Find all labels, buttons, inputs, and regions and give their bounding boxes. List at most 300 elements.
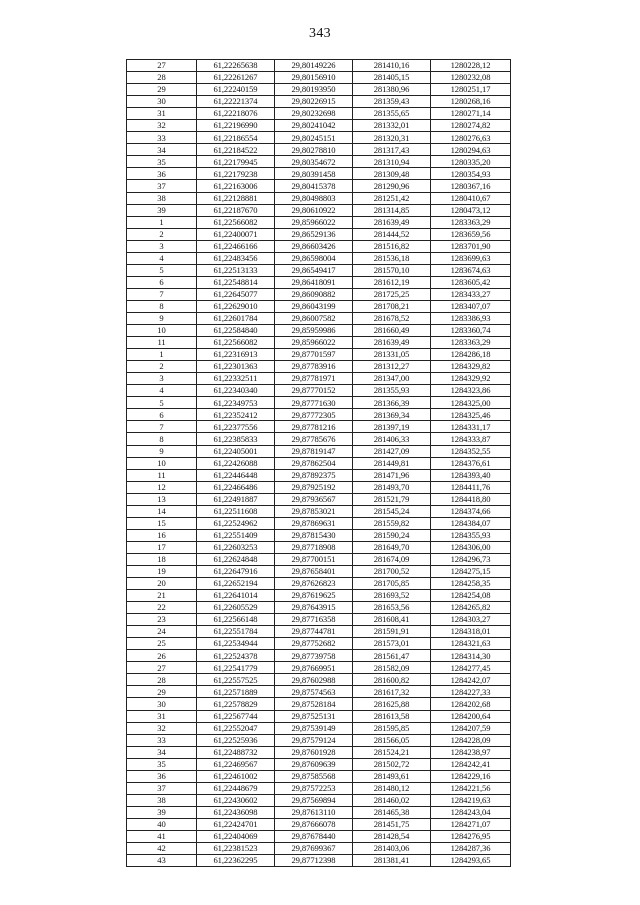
x-coordinate-cell: 281406,33 [353, 433, 431, 445]
point-number-cell: 18 [127, 553, 197, 565]
table-row [127, 204, 511, 216]
latitude-cell: 61,22605529 [197, 602, 275, 614]
longitude-cell: 29,80156910 [275, 72, 353, 84]
point-number-cell: 28 [127, 674, 197, 686]
y-coordinate-cell: 1284221,56 [431, 782, 511, 794]
table-row [127, 264, 511, 276]
point-number-cell: 10 [127, 325, 197, 337]
latitude-cell: 61,22448679 [197, 782, 275, 794]
y-coordinate-cell: 1284200,64 [431, 710, 511, 722]
longitude-cell: 29,87701597 [275, 349, 353, 361]
point-number-cell: 2 [127, 228, 197, 240]
table-row [127, 686, 511, 698]
latitude-cell: 61,22571889 [197, 686, 275, 698]
latitude-cell: 61,22548814 [197, 276, 275, 288]
y-coordinate-cell: 1284355,93 [431, 529, 511, 541]
longitude-cell: 29,87853021 [275, 505, 353, 517]
x-coordinate-cell: 281480,12 [353, 782, 431, 794]
y-coordinate-cell: 1280367,16 [431, 180, 511, 192]
point-number-cell: 19 [127, 565, 197, 577]
y-coordinate-cell: 1284306,00 [431, 541, 511, 553]
table-row [127, 493, 511, 505]
x-coordinate-cell: 281381,41 [353, 855, 431, 867]
x-coordinate-cell: 281705,85 [353, 578, 431, 590]
x-coordinate-cell: 281403,06 [353, 843, 431, 855]
point-number-cell: 32 [127, 120, 197, 132]
longitude-cell: 29,87626823 [275, 578, 353, 590]
x-coordinate-cell: 281613,58 [353, 710, 431, 722]
point-number-cell: 21 [127, 590, 197, 602]
y-coordinate-cell: 1284254,08 [431, 590, 511, 602]
y-coordinate-cell: 1284418,80 [431, 493, 511, 505]
longitude-cell: 29,87574563 [275, 686, 353, 698]
table-row [127, 602, 511, 614]
latitude-cell: 61,22584840 [197, 325, 275, 337]
latitude-cell: 61,22385833 [197, 433, 275, 445]
point-number-cell: 9 [127, 445, 197, 457]
y-coordinate-cell: 1284227,33 [431, 686, 511, 698]
longitude-cell: 29,87585568 [275, 770, 353, 782]
latitude-cell: 61,22196990 [197, 120, 275, 132]
longitude-cell: 29,87772305 [275, 409, 353, 421]
x-coordinate-cell: 281521,79 [353, 493, 431, 505]
latitude-cell: 61,22332511 [197, 373, 275, 385]
longitude-cell: 29,87579124 [275, 734, 353, 746]
x-coordinate-cell: 281524,21 [353, 746, 431, 758]
y-coordinate-cell: 1283674,63 [431, 264, 511, 276]
point-number-cell: 14 [127, 505, 197, 517]
table-row [127, 421, 511, 433]
longitude-cell: 29,80241042 [275, 120, 353, 132]
latitude-cell: 61,22184522 [197, 144, 275, 156]
x-coordinate-cell: 281700,52 [353, 565, 431, 577]
longitude-cell: 29,87699367 [275, 843, 353, 855]
table-row [127, 108, 511, 120]
table-row [127, 710, 511, 722]
point-number-cell: 6 [127, 276, 197, 288]
y-coordinate-cell: 1284321,63 [431, 638, 511, 650]
point-number-cell: 33 [127, 734, 197, 746]
latitude-cell: 61,22128881 [197, 192, 275, 204]
point-number-cell: 17 [127, 541, 197, 553]
latitude-cell: 61,22446448 [197, 469, 275, 481]
x-coordinate-cell: 281465,38 [353, 806, 431, 818]
latitude-cell: 61,22624848 [197, 553, 275, 565]
x-coordinate-cell: 281625,88 [353, 698, 431, 710]
table-row [127, 312, 511, 324]
table-row [127, 180, 511, 192]
y-coordinate-cell: 1280271,14 [431, 108, 511, 120]
x-coordinate-cell: 281493,61 [353, 770, 431, 782]
latitude-cell: 61,22483456 [197, 252, 275, 264]
y-coordinate-cell: 1284229,16 [431, 770, 511, 782]
y-coordinate-cell: 1284242,41 [431, 758, 511, 770]
x-coordinate-cell: 281428,54 [353, 831, 431, 843]
table-row [127, 818, 511, 830]
y-coordinate-cell: 1284287,36 [431, 843, 511, 855]
point-number-cell: 3 [127, 373, 197, 385]
y-coordinate-cell: 1283386,93 [431, 312, 511, 324]
x-coordinate-cell: 281561,47 [353, 650, 431, 662]
y-coordinate-cell: 1284329,92 [431, 373, 511, 385]
x-coordinate-cell: 281573,01 [353, 638, 431, 650]
table-row [127, 541, 511, 553]
longitude-cell: 29,87619625 [275, 590, 353, 602]
latitude-cell: 61,22551409 [197, 529, 275, 541]
latitude-cell: 61,22513133 [197, 264, 275, 276]
point-number-cell: 38 [127, 192, 197, 204]
point-number-cell: 30 [127, 698, 197, 710]
y-coordinate-cell: 1284329,82 [431, 361, 511, 373]
y-coordinate-cell: 1284376,61 [431, 457, 511, 469]
point-number-cell: 13 [127, 493, 197, 505]
latitude-cell: 61,22652194 [197, 578, 275, 590]
longitude-cell: 29,85966022 [275, 216, 353, 228]
longitude-cell: 29,87528184 [275, 698, 353, 710]
latitude-cell: 61,22381523 [197, 843, 275, 855]
y-coordinate-cell: 1280410,67 [431, 192, 511, 204]
longitude-cell: 29,86043199 [275, 300, 353, 312]
y-coordinate-cell: 1284276,95 [431, 831, 511, 843]
table-row [127, 734, 511, 746]
longitude-cell: 29,87781216 [275, 421, 353, 433]
coordinates-table [126, 59, 511, 867]
longitude-cell: 29,87539149 [275, 722, 353, 734]
table-row [127, 770, 511, 782]
y-coordinate-cell: 1280276,63 [431, 132, 511, 144]
y-coordinate-cell: 1284318,01 [431, 626, 511, 638]
y-coordinate-cell: 1283407,07 [431, 300, 511, 312]
table-row [127, 361, 511, 373]
table-row [127, 349, 511, 361]
y-coordinate-cell: 1284384,07 [431, 517, 511, 529]
x-coordinate-cell: 281451,75 [353, 818, 431, 830]
point-number-cell: 40 [127, 818, 197, 830]
longitude-cell: 29,87572253 [275, 782, 353, 794]
table-row [127, 337, 511, 349]
x-coordinate-cell: 281332,01 [353, 120, 431, 132]
point-number-cell: 38 [127, 794, 197, 806]
latitude-cell: 61,22436098 [197, 806, 275, 818]
x-coordinate-cell: 281516,82 [353, 240, 431, 252]
longitude-cell: 29,86090882 [275, 288, 353, 300]
y-coordinate-cell: 1284265,82 [431, 602, 511, 614]
latitude-cell: 61,22534944 [197, 638, 275, 650]
latitude-cell: 61,22603253 [197, 541, 275, 553]
x-coordinate-cell: 281612,19 [353, 276, 431, 288]
x-coordinate-cell: 281660,49 [353, 325, 431, 337]
point-number-cell: 10 [127, 457, 197, 469]
table-row [127, 373, 511, 385]
table-row [127, 578, 511, 590]
page-number: 343 [309, 26, 331, 41]
point-number-cell: 16 [127, 529, 197, 541]
point-number-cell: 11 [127, 337, 197, 349]
longitude-cell: 29,87752682 [275, 638, 353, 650]
longitude-cell: 29,87601928 [275, 746, 353, 758]
point-number-cell: 27 [127, 662, 197, 674]
table-row [127, 144, 511, 156]
point-number-cell: 36 [127, 168, 197, 180]
latitude-cell: 61,22469567 [197, 758, 275, 770]
y-coordinate-cell: 1284325,00 [431, 397, 511, 409]
x-coordinate-cell: 281639,49 [353, 216, 431, 228]
x-coordinate-cell: 281639,49 [353, 337, 431, 349]
table-row [127, 553, 511, 565]
latitude-cell: 61,22186554 [197, 132, 275, 144]
y-coordinate-cell: 1280335,20 [431, 156, 511, 168]
point-number-cell: 8 [127, 433, 197, 445]
table-row [127, 84, 511, 96]
table-row [127, 565, 511, 577]
table-row [127, 156, 511, 168]
y-coordinate-cell: 1280232,08 [431, 72, 511, 84]
longitude-cell: 29,87700151 [275, 553, 353, 565]
x-coordinate-cell: 281312,27 [353, 361, 431, 373]
latitude-cell: 61,22578829 [197, 698, 275, 710]
longitude-cell: 29,86598004 [275, 252, 353, 264]
y-coordinate-cell: 1284333,87 [431, 433, 511, 445]
point-number-cell: 6 [127, 409, 197, 421]
longitude-cell: 29,80391458 [275, 168, 353, 180]
table-row [127, 794, 511, 806]
point-number-cell: 29 [127, 84, 197, 96]
x-coordinate-cell: 281320,31 [353, 132, 431, 144]
y-coordinate-cell: 1284277,45 [431, 662, 511, 674]
x-coordinate-cell: 281617,32 [353, 686, 431, 698]
longitude-cell: 29,87925192 [275, 481, 353, 493]
y-coordinate-cell: 1284271,07 [431, 818, 511, 830]
latitude-cell: 61,22566148 [197, 614, 275, 626]
table-row [127, 662, 511, 674]
latitude-cell: 61,22400071 [197, 228, 275, 240]
longitude-cell: 29,80278810 [275, 144, 353, 156]
point-number-cell: 31 [127, 108, 197, 120]
x-coordinate-cell: 281559,82 [353, 517, 431, 529]
latitude-cell: 61,22629010 [197, 300, 275, 312]
y-coordinate-cell: 1284202,68 [431, 698, 511, 710]
latitude-cell: 61,22511608 [197, 505, 275, 517]
x-coordinate-cell: 281566,05 [353, 734, 431, 746]
x-coordinate-cell: 281502,72 [353, 758, 431, 770]
x-coordinate-cell: 281380,96 [353, 84, 431, 96]
y-coordinate-cell: 1283363,29 [431, 216, 511, 228]
point-number-cell: 3 [127, 240, 197, 252]
longitude-cell: 29,80245151 [275, 132, 353, 144]
x-coordinate-cell: 281314,85 [353, 204, 431, 216]
latitude-cell: 61,22557525 [197, 674, 275, 686]
table-row [127, 650, 511, 662]
latitude-cell: 61,22647916 [197, 565, 275, 577]
table-row [127, 529, 511, 541]
longitude-cell: 29,87862504 [275, 457, 353, 469]
latitude-cell: 61,22404069 [197, 831, 275, 843]
x-coordinate-cell: 281355,65 [353, 108, 431, 120]
longitude-cell: 29,87936567 [275, 493, 353, 505]
point-number-cell: 9 [127, 312, 197, 324]
longitude-cell: 29,80415378 [275, 180, 353, 192]
longitude-cell: 29,86529136 [275, 228, 353, 240]
longitude-cell: 29,87770152 [275, 385, 353, 397]
y-coordinate-cell: 1283659,56 [431, 228, 511, 240]
x-coordinate-cell: 281427,09 [353, 445, 431, 457]
table-row [127, 614, 511, 626]
point-number-cell: 12 [127, 481, 197, 493]
y-coordinate-cell: 1284258,35 [431, 578, 511, 590]
latitude-cell: 61,22466486 [197, 481, 275, 493]
latitude-cell: 61,22179238 [197, 168, 275, 180]
latitude-cell: 61,22352412 [197, 409, 275, 421]
x-coordinate-cell: 281410,16 [353, 60, 431, 72]
x-coordinate-cell: 281309,48 [353, 168, 431, 180]
table-row [127, 228, 511, 240]
y-coordinate-cell: 1284411,76 [431, 481, 511, 493]
table-row [127, 782, 511, 794]
point-number-cell: 33 [127, 132, 197, 144]
point-number-cell: 29 [127, 686, 197, 698]
latitude-cell: 61,22240159 [197, 84, 275, 96]
y-coordinate-cell: 1284331,17 [431, 421, 511, 433]
longitude-cell: 29,80232698 [275, 108, 353, 120]
latitude-cell: 61,22187670 [197, 204, 275, 216]
y-coordinate-cell: 1284296,73 [431, 553, 511, 565]
y-coordinate-cell: 1283605,42 [431, 276, 511, 288]
table-row [127, 397, 511, 409]
y-coordinate-cell: 1284243,04 [431, 806, 511, 818]
x-coordinate-cell: 281405,15 [353, 72, 431, 84]
latitude-cell: 61,22552047 [197, 722, 275, 734]
point-number-cell: 7 [127, 288, 197, 300]
table-row [127, 638, 511, 650]
y-coordinate-cell: 1280268,16 [431, 96, 511, 108]
latitude-cell: 61,22218076 [197, 108, 275, 120]
x-coordinate-cell: 281653,56 [353, 602, 431, 614]
table-row [127, 240, 511, 252]
x-coordinate-cell: 281366,39 [353, 397, 431, 409]
point-number-cell: 36 [127, 770, 197, 782]
x-coordinate-cell: 281595,85 [353, 722, 431, 734]
latitude-cell: 61,22566082 [197, 216, 275, 228]
x-coordinate-cell: 281310,94 [353, 156, 431, 168]
y-coordinate-cell: 1280228,12 [431, 60, 511, 72]
table-row [127, 445, 511, 457]
y-coordinate-cell: 1284228,09 [431, 734, 511, 746]
table-row [127, 831, 511, 843]
latitude-cell: 61,22301363 [197, 361, 275, 373]
latitude-cell: 61,22179945 [197, 156, 275, 168]
table-row [127, 132, 511, 144]
latitude-cell: 61,22362295 [197, 855, 275, 867]
longitude-cell: 29,80354672 [275, 156, 353, 168]
table-row [127, 843, 511, 855]
y-coordinate-cell: 1283360,74 [431, 325, 511, 337]
table-row [127, 288, 511, 300]
longitude-cell: 29,86418091 [275, 276, 353, 288]
point-number-cell: 41 [127, 831, 197, 843]
latitude-cell: 61,22645077 [197, 288, 275, 300]
y-coordinate-cell: 1283363,29 [431, 337, 511, 349]
y-coordinate-cell: 1284314,30 [431, 650, 511, 662]
point-number-cell: 35 [127, 758, 197, 770]
longitude-cell: 29,87658401 [275, 565, 353, 577]
table-row [127, 300, 511, 312]
point-number-cell: 24 [127, 626, 197, 638]
latitude-cell: 61,22601784 [197, 312, 275, 324]
longitude-cell: 29,86007582 [275, 312, 353, 324]
x-coordinate-cell: 281649,70 [353, 541, 431, 553]
latitude-cell: 61,22261267 [197, 72, 275, 84]
point-number-cell: 34 [127, 144, 197, 156]
x-coordinate-cell: 281725,25 [353, 288, 431, 300]
latitude-cell: 61,22265638 [197, 60, 275, 72]
y-coordinate-cell: 1284303,27 [431, 614, 511, 626]
table-row [127, 192, 511, 204]
longitude-cell: 29,87869631 [275, 517, 353, 529]
point-number-cell: 42 [127, 843, 197, 855]
latitude-cell: 61,22525936 [197, 734, 275, 746]
table-row [127, 457, 511, 469]
x-coordinate-cell: 281674,09 [353, 553, 431, 565]
longitude-cell: 29,87771630 [275, 397, 353, 409]
y-coordinate-cell: 1284325,46 [431, 409, 511, 421]
point-number-cell: 7 [127, 421, 197, 433]
y-coordinate-cell: 1284286,18 [431, 349, 511, 361]
x-coordinate-cell: 281536,18 [353, 252, 431, 264]
x-coordinate-cell: 281582,09 [353, 662, 431, 674]
longitude-cell: 29,87712398 [275, 855, 353, 867]
latitude-cell: 61,22488732 [197, 746, 275, 758]
point-number-cell: 15 [127, 517, 197, 529]
longitude-cell: 29,87815430 [275, 529, 353, 541]
y-coordinate-cell: 1284352,55 [431, 445, 511, 457]
table-row [127, 855, 511, 867]
y-coordinate-cell: 1283701,90 [431, 240, 511, 252]
x-coordinate-cell: 281397,19 [353, 421, 431, 433]
table-row [127, 746, 511, 758]
longitude-cell: 29,87739758 [275, 650, 353, 662]
latitude-cell: 61,22221374 [197, 96, 275, 108]
x-coordinate-cell: 281369,34 [353, 409, 431, 421]
y-coordinate-cell: 1280473,12 [431, 204, 511, 216]
longitude-cell: 29,80610922 [275, 204, 353, 216]
longitude-cell: 29,86549417 [275, 264, 353, 276]
latitude-cell: 61,22551784 [197, 626, 275, 638]
table-row [127, 505, 511, 517]
coordinates-table-body [127, 60, 511, 867]
longitude-cell: 29,87666078 [275, 818, 353, 830]
latitude-cell: 61,22461002 [197, 770, 275, 782]
longitude-cell: 29,85959986 [275, 325, 353, 337]
x-coordinate-cell: 281590,24 [353, 529, 431, 541]
longitude-cell: 29,87602988 [275, 674, 353, 686]
point-number-cell: 43 [127, 855, 197, 867]
table-row [127, 517, 511, 529]
table-row [127, 60, 511, 72]
point-number-cell: 37 [127, 782, 197, 794]
longitude-cell: 29,80226915 [275, 96, 353, 108]
x-coordinate-cell: 281444,52 [353, 228, 431, 240]
latitude-cell: 61,22424701 [197, 818, 275, 830]
x-coordinate-cell: 281493,70 [353, 481, 431, 493]
point-number-cell: 32 [127, 722, 197, 734]
table-row [127, 409, 511, 421]
point-number-cell: 28 [127, 72, 197, 84]
point-number-cell: 39 [127, 204, 197, 216]
point-number-cell: 37 [127, 180, 197, 192]
x-coordinate-cell: 281600,82 [353, 674, 431, 686]
table-row [127, 674, 511, 686]
longitude-cell: 29,87892375 [275, 469, 353, 481]
